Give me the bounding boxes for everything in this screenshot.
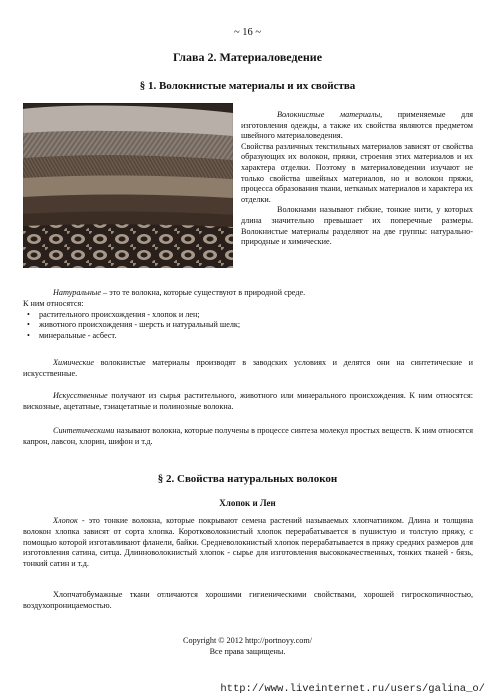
natural-fibers-list [23,310,473,342]
paragraph-text: – это те волокна, которые существуют в природной среде. [100,288,306,297]
paragraph-cotton-fabrics [23,590,473,612]
paragraph-cotton [23,516,473,570]
paragraph-text: Хлопчатобумажные ткани отличаются хорошими гигиеническими свойствами, хорошей гигроскопичностью, воздухопроницаемостью. [23,590,473,610]
paragraph-text: получают из сырья растительного, животного или минерального происхождения. К ним относятся: вискозные, ацетатные, тэиацетатные и полинозные волокна. [23,391,473,411]
paragraph-chemical [23,358,473,380]
paragraph-natural [23,288,473,299]
paragraph-fibers: Волокнами называют гибкие, тонкие нити, у которых длина значительно превышает их поперечные размеры. Волокнистые материалы разделяют на две группы: натурально-природные и химические. [241,205,473,247]
subsection-title: Хлопок и Лен [219,498,276,508]
section-2-title: § 2. Свойства натуральных волокон [157,473,338,485]
list-item: • животного происхождения - шерсть и натуральный шелк; [23,320,473,331]
paragraph-text: называют волокна, которые получены в процессе синтеза молекул простых веществ. К ним относятся капрон, лавсон, хлорин, шифон и т.д. [23,426,473,446]
paragraph-artificial [23,391,473,413]
paragraph-text: , применяемые для изготовления одежды, а также их свойства являются предметом швейного материаловедения. [241,110,473,141]
copyright-text: Copyright © 2012 http://portnoyy.com/ [183,636,312,645]
list-item: • минеральные - асбест. [23,331,473,342]
paragraph-text: - это тонкие волокна, которые покрывают семена растений называемых хлопчатником. Длина и толщина волокон хлопка зависят от сорта хлопка. Коротковолокнистый хлопок перерабатывается в пушистую и толстую пряжу, с помощью которой изготавливают фланели, байки. Средневолокнистый хлопок перерабатывается в пряжу средних размеров для изготовления сатина, ситца. Длинноволокнистый хлопок - сырье для изготовления высококачественных, тонких тканей - бязь, тонкий сатин и т.д. [23,516,473,569]
rights-text: Все права защищены. [209,647,286,656]
belong-label: К ним относятся: [23,298,84,308]
term-artificial: Искусственные [53,391,108,400]
term-fibrous-materials: Волокнистые материалы [277,110,381,119]
paragraph-text: волокнистые материалы производят в заводских условиях и делятся они на синтетические и искусственные. [23,358,473,378]
term-synthetic: Синтетическими [53,426,115,435]
footer [0,635,495,657]
list-item: • растительного происхождения - хлопок и лен; [23,310,473,321]
paragraph-synthetic [23,426,473,448]
term-cotton: Хлопок [53,516,78,525]
paragraph-properties: Свойства различных текстильных материалов зависят от свойства образующих их волокон, пряжи, строения этих материалов и их характера отделки. Поэтому в материаловедении изучают не только свойства швейных материалов, но и волокон пряжи, процесса образования ткани, нетканых материалов и характера их отделки. [241,141,473,204]
section-1-title: § 1. Волокнистые материалы и их свойства [139,80,356,92]
term-chemical: Химические [53,358,95,367]
natural-fibers-block [23,288,473,342]
term-natural: Натуральные [53,288,101,297]
paragraph-definition [241,110,473,142]
page-number: ~ 16 ~ [233,27,262,38]
watermark-url: http://www.liveinternet.ru/users/galina_o/ [220,683,485,695]
fabric-stack-photo [23,103,233,268]
chapter-title: Глава 2. Материаловедение [172,50,323,64]
section-1-side-text [241,110,473,248]
